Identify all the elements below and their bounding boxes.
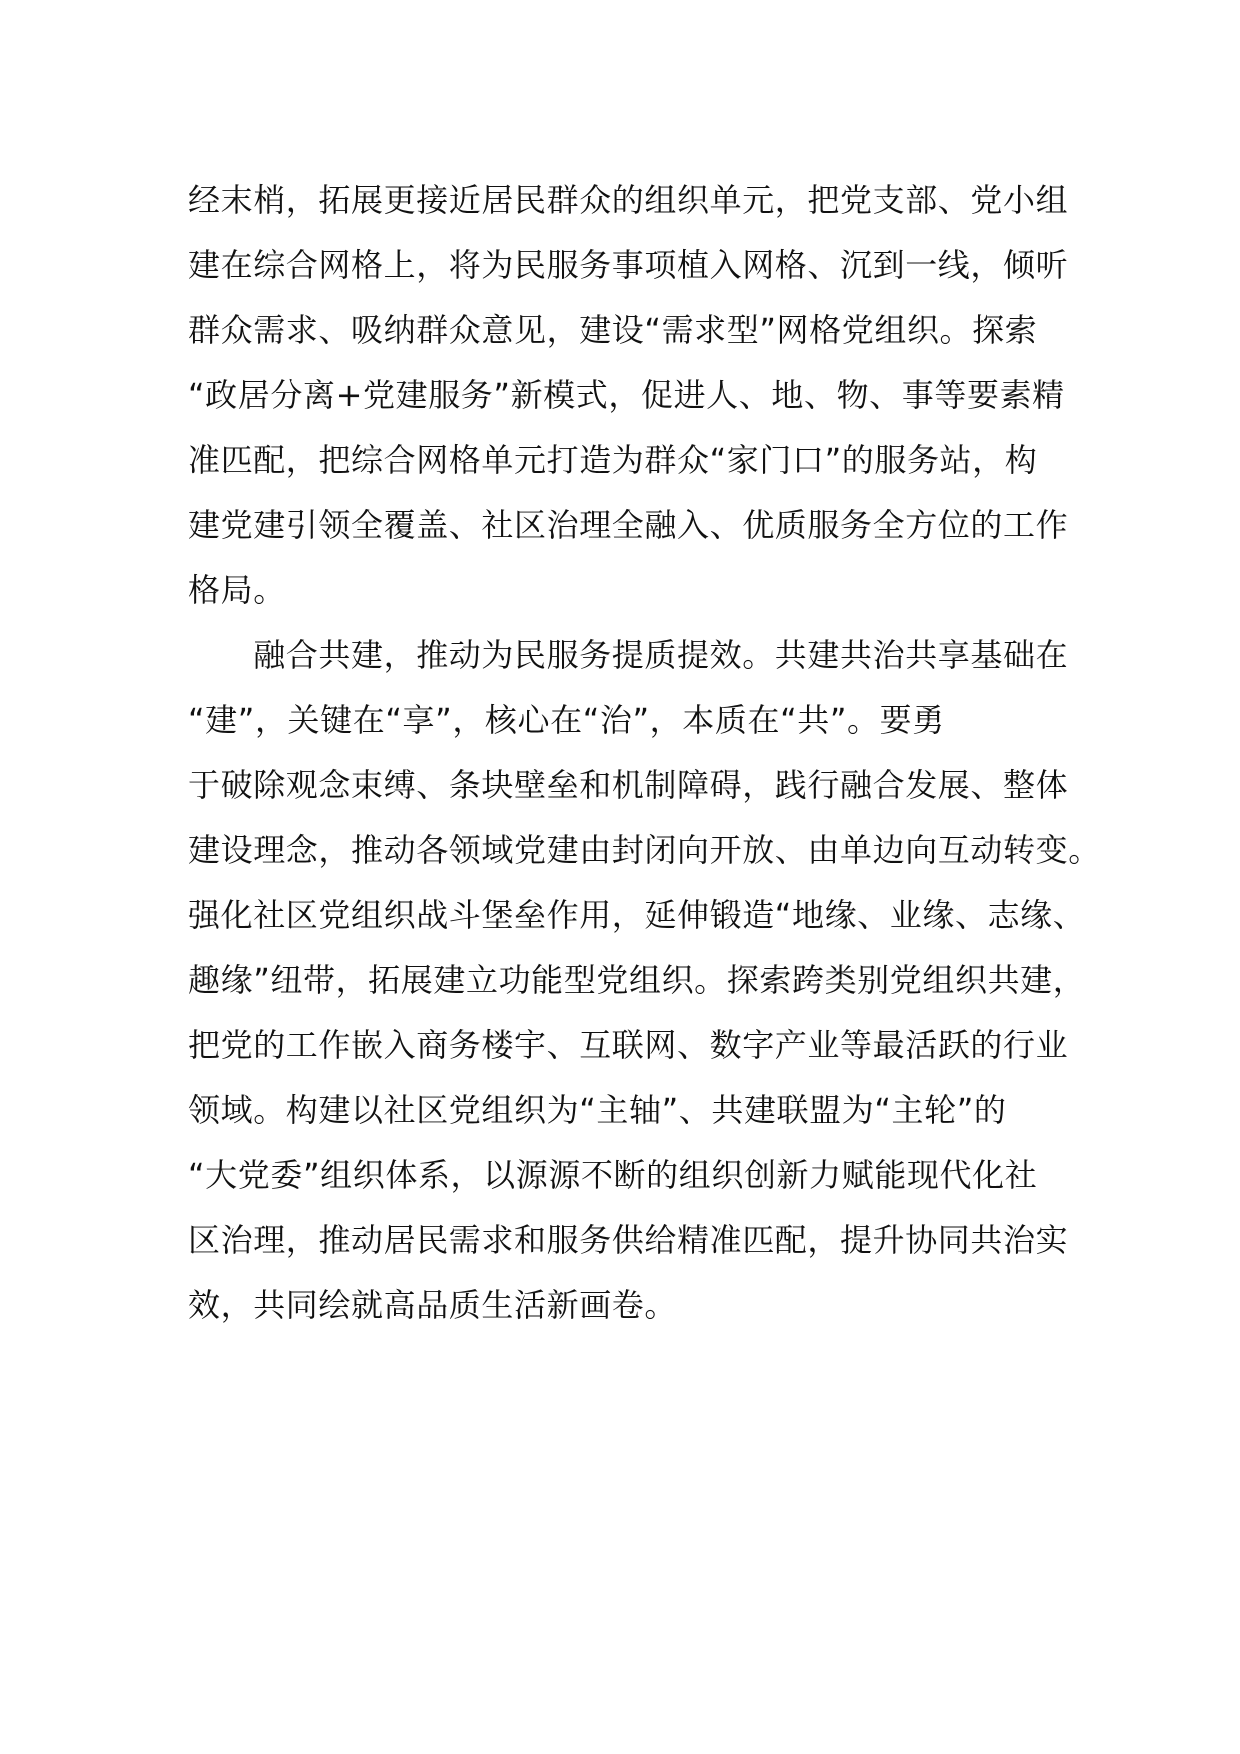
text-line: 强化社区党组织战斗堡垒作用，延伸锻造“地缘、业缘、志缘、 [188,896,1086,934]
text-line: 区治理，推动居民需求和服务供给精准匹配，提升协同共治实 [188,1221,1069,1259]
text-line: 效，共同绘就高品质生活新画卷。 [188,1286,678,1324]
text-line: “建”，关键在“享”，核心在“治”，本质在“共”。要勇 [188,701,945,739]
text-line: 格局。 [188,571,286,609]
text-line: 经末梢，拓展更接近居民群众的组织单元，把党支部、党小组 [188,181,1069,219]
text-line: 于破除观念束缚、条块壁垒和机制障碍，践行融合发展、整体 [188,766,1069,804]
text-line: “政居分离+党建服务”新模式，促进人、地、物、事等要素精 [188,376,1065,414]
body-text [188,168,1101,1338]
paragraph-1 [188,168,1068,623]
text-line: 建设理念，推动各领域党建由封闭向开放、由单边向互动转变。 [188,831,1101,869]
text-line: 准匹配，把综合网格单元打造为群众“家门口”的服务站，构 [188,441,1038,479]
text-line: 建在综合网格上，将为民服务事项植入网格、沉到一线，倾听 [188,246,1069,284]
text-line: 趣缘”纽带，拓展建立功能型党组织。探索跨类别党组织共建， [188,961,1086,999]
paragraph-2 [188,623,1101,1338]
text-line: 领域。构建以社区党组织为“主轴”、共建联盟为“主轮”的 [188,1091,1007,1129]
text-line: 融合共建，推动为民服务提质提效。共建共治共享基础在 [188,636,1069,674]
text-line: 建党建引领全覆盖、社区治理全融入、优质服务全方位的工作 [188,506,1069,544]
text-line: 群众需求、吸纳群众意见，建设“需求型”网格党组织。探索 [188,311,1038,349]
text-line: 把党的工作嵌入商务楼宇、互联网、数字产业等最活跃的行业 [188,1026,1069,1064]
text-line: “大党委”组织体系，以源源不断的组织创新力赋能现代化社 [188,1156,1038,1194]
